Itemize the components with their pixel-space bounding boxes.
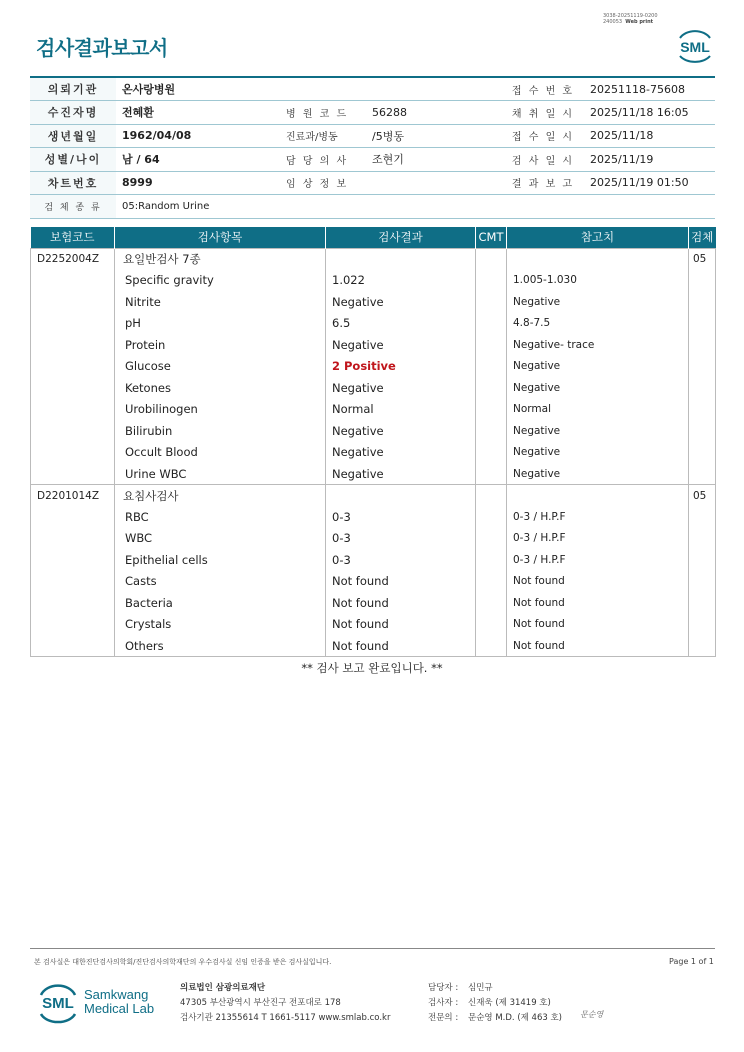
reference-cell	[507, 485, 689, 507]
completion-note: ** 검사 보고 완료입니다. **	[301, 661, 443, 675]
code-cell	[31, 270, 115, 292]
org-name: 의료법인 삼광의료재단	[180, 983, 266, 993]
table-row	[31, 614, 716, 636]
logo-text: SML	[680, 39, 710, 55]
specimen-cell: 05	[689, 248, 716, 270]
cmt-cell	[476, 485, 507, 507]
specimen-cell	[689, 399, 716, 421]
item-cell: Ketones	[115, 377, 326, 399]
code-cell	[31, 313, 115, 335]
receipt-date-label: 접 수 일 시	[502, 124, 584, 148]
results-body	[31, 248, 716, 657]
print-code-line2: 240053	[603, 19, 623, 25]
specimen-cell	[689, 420, 716, 442]
reference-cell	[507, 248, 689, 270]
brand-line2: Medical Lab	[84, 1001, 155, 1016]
certification-text: 본 검사실은 대한진단검사의학회/진단검사의학재단의 우수검사실 신임 인증을 받은 검사실입니다.	[34, 958, 332, 966]
cmt-cell	[476, 592, 507, 614]
patient-name-value: 전혜환	[116, 101, 282, 125]
code-cell: D2201014Z	[31, 485, 115, 507]
reference-cell: Negative	[507, 463, 689, 485]
specimen-cell	[689, 592, 716, 614]
result-cell: Negative	[326, 377, 476, 399]
specimen-cell	[689, 356, 716, 378]
table-row	[31, 635, 716, 657]
table-row	[31, 506, 716, 528]
cmt-cell	[476, 399, 507, 421]
results-header-row	[31, 227, 716, 248]
specialist-value: 문순영 M.D. (제 463 호)	[468, 1013, 563, 1023]
item-cell: Bilirubin	[115, 420, 326, 442]
result-cell: 2 Positive	[326, 356, 476, 378]
item-cell: Specific gravity	[115, 270, 326, 292]
table-row	[31, 592, 716, 614]
specimen-cell	[689, 463, 716, 485]
code-cell	[31, 549, 115, 571]
cmt-cell	[476, 614, 507, 636]
header-cmt: CMT	[476, 227, 507, 248]
reference-cell: Negative	[507, 442, 689, 464]
result-cell: 0-3	[326, 506, 476, 528]
table-row	[31, 313, 716, 335]
sex-age-label: 성별/나이	[30, 148, 116, 172]
reference-cell: Not found	[507, 592, 689, 614]
staff-info	[428, 981, 562, 1026]
header-item: 검사항목	[115, 227, 326, 248]
item-cell: Urine WBC	[115, 463, 326, 485]
results-table	[30, 227, 716, 657]
item-cell: RBC	[115, 506, 326, 528]
table-row	[31, 528, 716, 550]
signature: 문순영	[580, 1010, 604, 1019]
web-print-label: Web print	[625, 19, 654, 25]
table-group-row	[31, 248, 716, 270]
code-cell	[31, 291, 115, 313]
receipt-no-label: 접 수 번 호	[502, 77, 584, 101]
code-cell	[31, 635, 115, 657]
table-row	[31, 377, 716, 399]
collection-label: 채 취 일 시	[502, 101, 584, 125]
cmt-cell	[476, 334, 507, 356]
org-address: 47305 부산광역시 부산진구 전포대로 178	[180, 998, 341, 1008]
specimen-cell: 05	[689, 485, 716, 507]
table-row	[31, 571, 716, 593]
hospital-label: 의뢰기관	[30, 77, 116, 101]
reference-cell: 0-3 / H.P.F	[507, 528, 689, 550]
manager-label: 담당자 :	[428, 983, 459, 993]
page-number: Page 1 of 1	[669, 957, 714, 966]
doctor-value: 조현기	[366, 148, 502, 172]
info-row	[30, 171, 715, 195]
result-cell: Not found	[326, 592, 476, 614]
page-title: 검사결과보고서	[36, 36, 168, 60]
item-cell: 요일반검사 7종	[115, 248, 326, 270]
reference-cell: 4.8-7.5	[507, 313, 689, 335]
item-cell: Urobilinogen	[115, 399, 326, 421]
table-row	[31, 270, 716, 292]
header-code: 보험코드	[31, 227, 115, 248]
table-group-row	[31, 485, 716, 507]
dept-value: /5병동	[366, 124, 502, 148]
cmt-cell	[476, 313, 507, 335]
reference-cell: Normal	[507, 399, 689, 421]
receipt-no-value: 20251118-75608	[584, 77, 715, 101]
chart-value: 8999	[116, 171, 282, 195]
result-cell: Normal	[326, 399, 476, 421]
reference-cell: 0-3 / H.P.F	[507, 506, 689, 528]
result-cell: Negative	[326, 442, 476, 464]
brand-name	[84, 988, 154, 1016]
item-cell: Occult Blood	[115, 442, 326, 464]
header-result: 검사결과	[326, 227, 476, 248]
specimen-cell	[689, 334, 716, 356]
report-date-value: 2025/11/19 01:50	[584, 171, 715, 195]
collection-value: 2025/11/18 16:05	[584, 101, 715, 125]
specimen-cell	[689, 528, 716, 550]
receipt-date-value: 2025/11/18	[584, 124, 715, 148]
code-cell	[31, 506, 115, 528]
result-cell: Negative	[326, 291, 476, 313]
reference-cell: Negative	[507, 291, 689, 313]
result-cell: Negative	[326, 463, 476, 485]
specimen-cell	[689, 635, 716, 657]
code-cell: D2252004Z	[31, 248, 115, 270]
clinical-value	[366, 171, 502, 195]
dept-label: 진료과/병동	[282, 124, 366, 148]
code-cell	[31, 463, 115, 485]
header-reference: 참고치	[507, 227, 689, 248]
reference-cell: Not found	[507, 635, 689, 657]
specimen-cell	[689, 614, 716, 636]
reference-cell: Negative- trace	[507, 334, 689, 356]
cmt-cell	[476, 463, 507, 485]
item-cell: Epithelial cells	[115, 549, 326, 571]
result-cell: 1.022	[326, 270, 476, 292]
hospital-value: 온사랑병원	[116, 77, 502, 101]
code-cell	[31, 356, 115, 378]
organization-info	[180, 981, 390, 1026]
table-row	[31, 334, 716, 356]
code-cell	[31, 377, 115, 399]
item-cell: Bacteria	[115, 592, 326, 614]
patient-name-label: 수진자명	[30, 101, 116, 125]
specimen-cell	[689, 571, 716, 593]
sml-footer-logo-icon	[36, 980, 80, 1024]
print-code	[603, 13, 658, 25]
cmt-cell	[476, 442, 507, 464]
hospital-code-label: 병 원 코 드	[282, 101, 366, 125]
header-specimen: 검체	[689, 227, 716, 248]
specimen-cell	[689, 549, 716, 571]
item-cell: pH	[115, 313, 326, 335]
result-cell: Negative	[326, 334, 476, 356]
item-cell: Protein	[115, 334, 326, 356]
code-cell	[31, 420, 115, 442]
table-row	[31, 549, 716, 571]
item-cell: Crystals	[115, 614, 326, 636]
code-cell	[31, 442, 115, 464]
info-row	[30, 124, 715, 148]
item-cell: Nitrite	[115, 291, 326, 313]
info-row	[30, 148, 715, 172]
chart-label: 차트번호	[30, 171, 116, 195]
test-date-label: 검 사 일 시	[502, 148, 584, 172]
result-cell: Not found	[326, 571, 476, 593]
dob-value: 1962/04/08	[116, 124, 282, 148]
code-cell	[31, 592, 115, 614]
test-date-value: 2025/11/19	[584, 148, 715, 172]
table-row	[31, 356, 716, 378]
specimen-cell	[689, 377, 716, 399]
item-cell: Casts	[115, 571, 326, 593]
specimen-cell	[689, 291, 716, 313]
code-cell	[31, 528, 115, 550]
code-cell	[31, 334, 115, 356]
result-cell: Not found	[326, 614, 476, 636]
manager-value: 심민규	[468, 983, 493, 993]
report-date-label: 결 과 보 고	[502, 171, 584, 195]
result-cell: 0-3	[326, 528, 476, 550]
cmt-cell	[476, 356, 507, 378]
reference-cell: 1.005-1.030	[507, 270, 689, 292]
footer-logo-text: SML	[42, 995, 74, 1012]
result-cell	[326, 248, 476, 270]
info-row	[30, 77, 715, 101]
doctor-label: 담 당 의 사	[282, 148, 366, 172]
specimen-cell	[689, 442, 716, 464]
tester-value: 신재욱 (제 31419 호)	[468, 998, 551, 1008]
footer-divider	[30, 948, 715, 949]
patient-info-table	[30, 76, 715, 219]
cmt-cell	[476, 420, 507, 442]
table-row	[31, 442, 716, 464]
code-cell	[31, 571, 115, 593]
sml-logo-icon	[674, 26, 716, 64]
org-contact: 검사기관 21355614 T 1661-5117 www.smlab.co.kr	[180, 1013, 391, 1023]
dob-label: 생년월일	[30, 124, 116, 148]
hospital-code-value: 56288	[366, 101, 502, 125]
cmt-cell	[476, 291, 507, 313]
specimen-cell	[689, 313, 716, 335]
clinical-label: 임 상 정 보	[282, 171, 366, 195]
item-cell: Others	[115, 635, 326, 657]
reference-cell: 0-3 / H.P.F	[507, 549, 689, 571]
result-cell: 0-3	[326, 549, 476, 571]
reference-cell: Negative	[507, 356, 689, 378]
code-cell	[31, 399, 115, 421]
sex-age-value: 남 / 64	[116, 148, 282, 172]
reference-cell: Negative	[507, 377, 689, 399]
reference-cell: Not found	[507, 571, 689, 593]
result-cell: Negative	[326, 420, 476, 442]
item-cell: Glucose	[115, 356, 326, 378]
specialist-label: 전문의 :	[428, 1013, 459, 1023]
result-cell: Not found	[326, 635, 476, 657]
result-cell	[326, 485, 476, 507]
specimen-cell	[689, 270, 716, 292]
specimen-value: 05:Random Urine	[116, 195, 715, 219]
cmt-cell	[476, 549, 507, 571]
tester-label: 검사자 :	[428, 998, 459, 1008]
cmt-cell	[476, 528, 507, 550]
cmt-cell	[476, 635, 507, 657]
item-cell: 요침사검사	[115, 485, 326, 507]
cmt-cell	[476, 506, 507, 528]
table-row	[31, 463, 716, 485]
info-row	[30, 195, 715, 219]
item-cell: WBC	[115, 528, 326, 550]
cmt-cell	[476, 377, 507, 399]
specimen-label: 검 체 종 류	[30, 195, 116, 219]
reference-cell: Not found	[507, 614, 689, 636]
specimen-cell	[689, 506, 716, 528]
code-cell	[31, 614, 115, 636]
table-row	[31, 420, 716, 442]
brand-line1: Samkwang	[84, 987, 149, 1002]
reference-cell: Negative	[507, 420, 689, 442]
info-row	[30, 101, 715, 125]
print-code-line1: 3038-20251119-0200	[603, 13, 658, 19]
table-row	[31, 291, 716, 313]
table-row	[31, 399, 716, 421]
cmt-cell	[476, 248, 507, 270]
cmt-cell	[476, 571, 507, 593]
result-cell: 6.5	[326, 313, 476, 335]
cmt-cell	[476, 270, 507, 292]
